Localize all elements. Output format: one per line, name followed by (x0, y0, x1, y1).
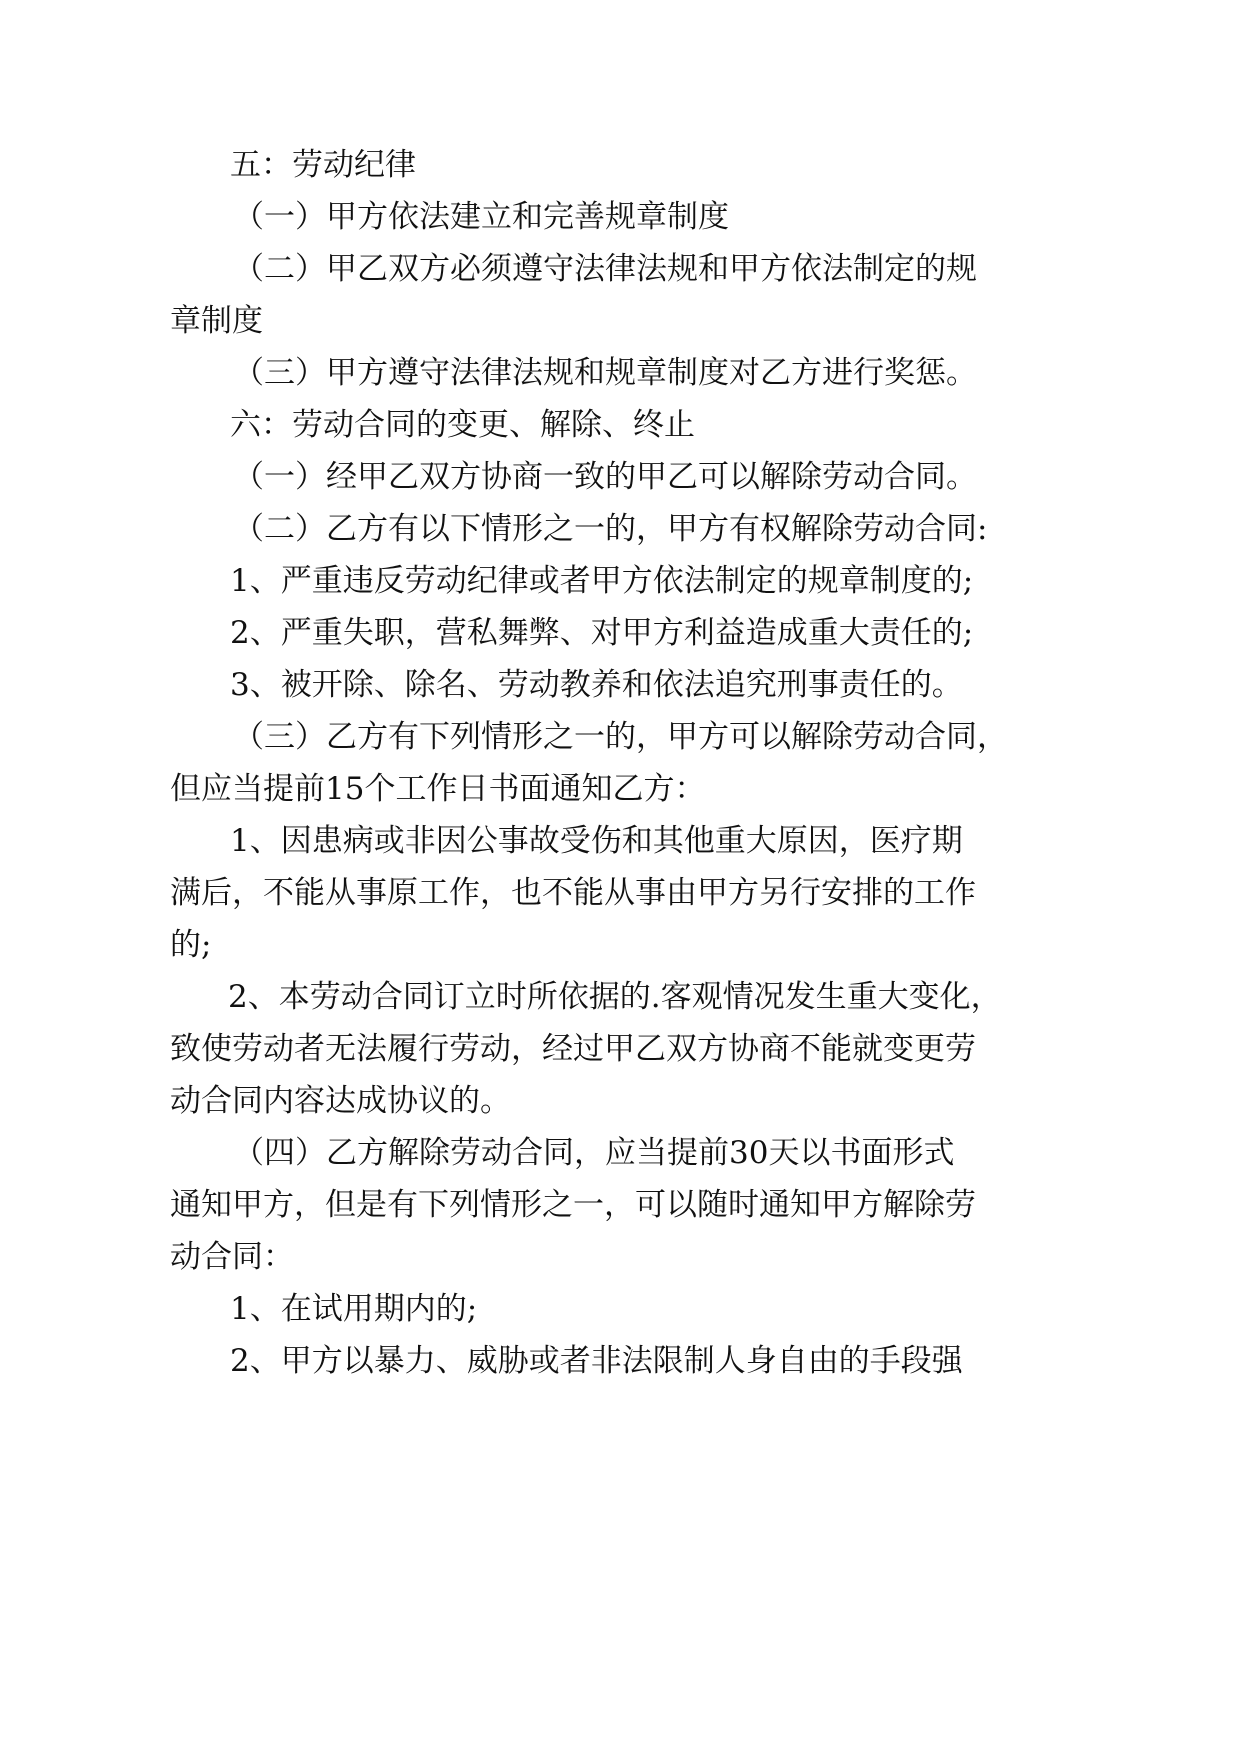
clause-line (233, 249, 977, 289)
list-item-line: 致使劳动者无法履行劳动，经过甲乙双方协商不能就变更劳 (170, 1031, 976, 1067)
clause-text: （二）甲乙双方必须遵守法律法规和甲方依法制定的规 (233, 251, 977, 287)
list-item-line: 2、严重失职，营私舞弊、对甲方利益造成重大责任的; (230, 615, 974, 651)
list-item-line: 2、甲方以暴力、威胁或者非法限制人身自由的手段强 (230, 1343, 963, 1379)
clause-line: 动合同： (170, 1239, 294, 1275)
section-heading-labor-discipline: 五：劳动纪律 (230, 147, 416, 183)
list-item-line: 2、本劳动合同订立时所依据的.客观情况发生重大变化， (228, 979, 1002, 1015)
clause-line: （二）乙方有以下情形之一的，甲方有权解除劳动合同: (233, 511, 988, 547)
clause-line: （三）乙方有下列情形之一的，甲方可以解除劳动合同， (233, 719, 1008, 755)
list-item-line: 动合同内容达成协议的。 (170, 1083, 511, 1119)
list-item-line: 1、在试用期内的; (230, 1291, 478, 1327)
clause-line: 通知甲方，但是有下列情形之一，可以随时通知甲方解除劳 (170, 1187, 976, 1223)
list-item-line: 3、被开除、除名、劳动教养和依法追究刑事责任的。 (230, 667, 963, 703)
list-item-line: 满后，不能从事原工作，也不能从事由甲方另行安排的工作 (170, 875, 976, 911)
list-item-line: 1、因患病或非因公事故受伤和其他重大原因，医疗期 (230, 823, 963, 859)
clause-line: 章制度 (170, 303, 263, 339)
list-item-line: 的; (170, 927, 212, 963)
list-item-line: 1、严重违反劳动纪律或者甲方依法制定的规章制度的; (230, 563, 974, 599)
section-heading-contract-change: 六：劳动合同的变更、解除、终止 (230, 407, 695, 443)
clause-line: （一）经甲乙双方协商一致的甲乙可以解除劳动合同。 (233, 459, 977, 495)
clause-line: （三）甲方遵守法律法规和规章制度对乙方进行奖惩。 (233, 355, 977, 391)
clause-line: 但应当提前15个工作日书面通知乙方： (170, 771, 706, 807)
clause-line: （四）乙方解除劳动合同，应当提前30天以书面形式 (233, 1135, 955, 1171)
clause-line: （一）甲方依法建立和完善规章制度 (233, 199, 729, 235)
